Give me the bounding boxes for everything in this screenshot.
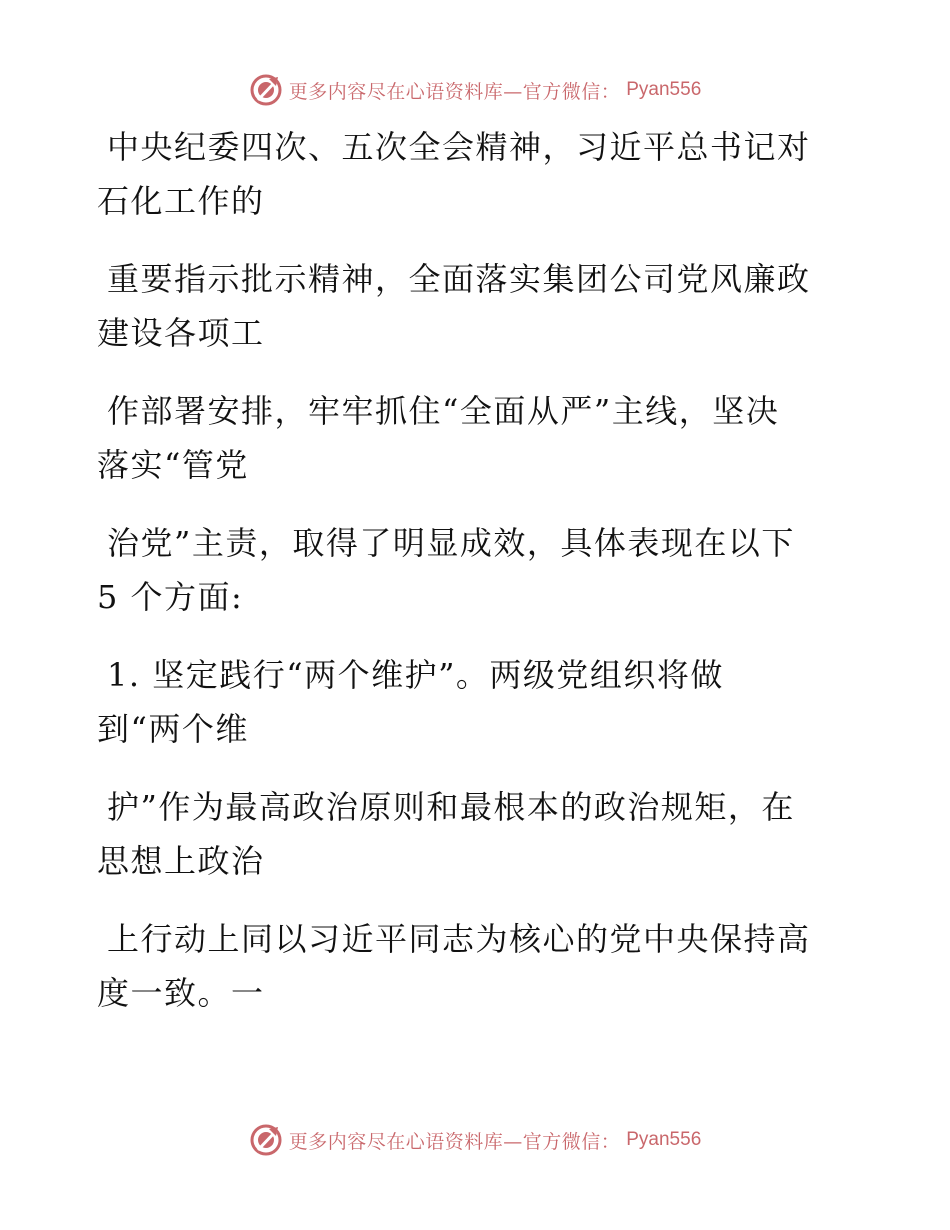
text-line: 治党”主责，取得了明显成效，具体表现在以下	[107, 524, 795, 562]
paragraph	[0, 912, 950, 1020]
watermark-wechat-id: Pyan556	[626, 79, 702, 100]
text-line: 5 个方面:	[97, 578, 244, 616]
text-line: 石化工作的	[97, 182, 265, 220]
watermark-text: 更多内容尽在心语资料库—官方微信：	[288, 1130, 621, 1153]
paragraph	[0, 252, 950, 360]
red-seal-pen-icon	[249, 73, 283, 107]
text-line: 建设各项工	[97, 314, 265, 352]
text-line: 到“两个维	[97, 710, 249, 748]
text-line: 护”作为最高政治原则和最根本的政治规矩，在	[107, 788, 795, 826]
paragraph	[0, 120, 950, 228]
text-line: 1. 坚定践行“两个维护”。两级党组织将做	[107, 656, 724, 694]
paragraph	[0, 780, 950, 888]
red-seal-pen-icon	[249, 1123, 283, 1157]
text-line: 上行动上同以习近平同志为核心的党中央保持高	[107, 920, 811, 958]
watermark-wechat-id: Pyan556	[626, 1129, 702, 1150]
text-line: 思想上政治	[97, 842, 265, 880]
footer-watermark	[0, 1120, 950, 1160]
text-line: 作部署安排，牢牢抓住“全面从严”主线，坚决	[107, 392, 780, 430]
paragraph	[0, 648, 950, 756]
watermark-text: 更多内容尽在心语资料库—官方微信：	[288, 80, 621, 103]
paragraph	[0, 384, 950, 492]
paragraph	[0, 516, 950, 624]
text-line: 重要指示批示精神，全面落实集团公司党风廉政	[107, 260, 811, 298]
text-line: 度一致。一	[97, 974, 265, 1012]
text-line: 落实“管党	[97, 446, 249, 484]
document-body	[0, 120, 950, 1020]
text-line: 中央纪委四次、五次全会精神，习近平总书记对	[107, 128, 811, 166]
header-watermark	[0, 70, 950, 110]
